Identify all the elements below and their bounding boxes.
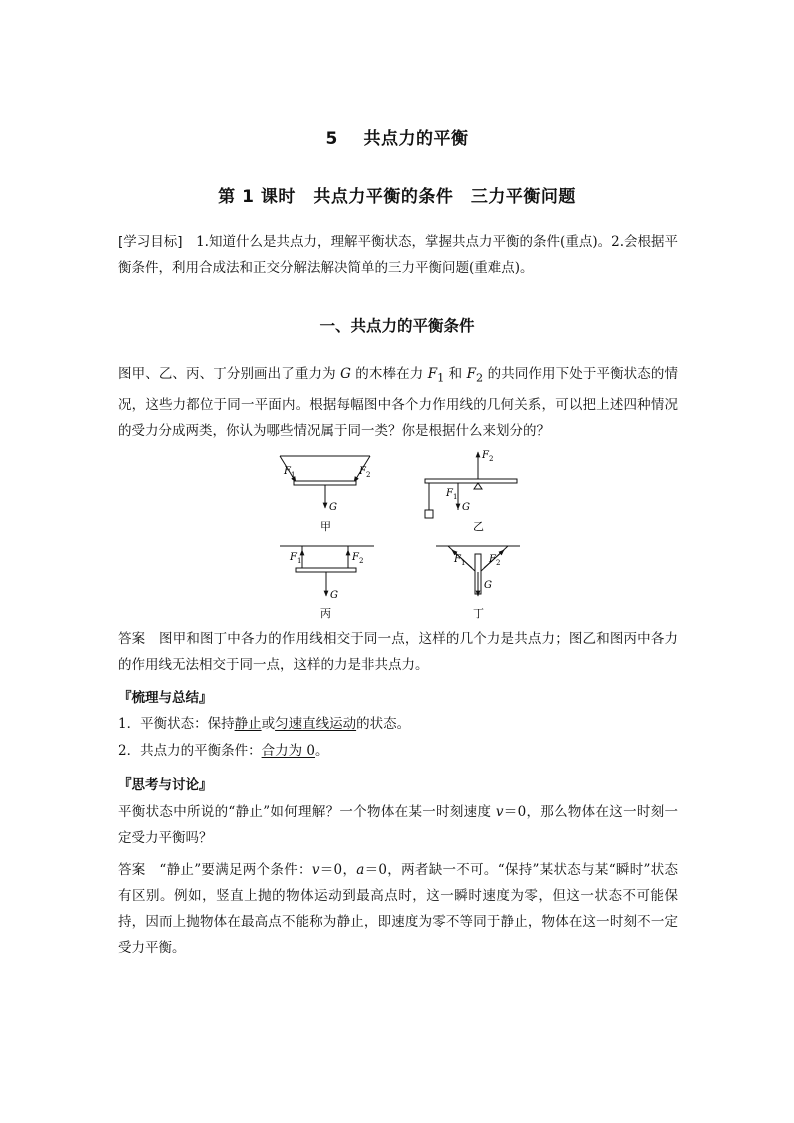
var-f1: F — [427, 366, 438, 382]
answer-1-text: 图甲和图丁中各力的作用线相交于同一点，这样的几个力是共点力；图乙和图丙中各力的作用线无法相交于同一点，这样的力是非共点力。 — [118, 631, 679, 673]
label-f: F — [290, 552, 297, 563]
var-f2-sub: 2 — [476, 371, 484, 385]
question-text-b: ＝0，那么物体在这一时刻一定受力平衡吗？ — [118, 804, 678, 846]
answer-2-text-b: ＝0， — [319, 862, 357, 878]
label-f: F — [446, 488, 453, 499]
summary-item-1-text-b: 或 — [261, 716, 276, 732]
var-a: a — [356, 862, 365, 878]
rod — [296, 568, 356, 572]
caption-yi: 乙 — [473, 520, 484, 533]
label-f: F — [489, 554, 496, 565]
answer-2 — [118, 857, 678, 961]
label-g: G — [329, 502, 337, 513]
force-diagrams-svg — [270, 446, 530, 622]
chapter-name: 共点力的平衡 — [363, 129, 469, 149]
label-f: F — [482, 450, 489, 461]
label-f: F — [359, 466, 366, 477]
diagram-bing — [280, 546, 374, 620]
summary-item-2-keyword: 合力为 0 — [261, 743, 315, 759]
discussion-heading: 『思考与讨论』 — [118, 777, 213, 793]
caption-bing: 丙 — [320, 607, 331, 620]
chapter-number: 5 — [325, 129, 338, 149]
intro-text-3: 和 — [444, 366, 467, 382]
summary-item-2-text-a: 2．共点力的平衡条件： — [118, 743, 262, 759]
answer-1-label: 答案 — [118, 631, 146, 647]
summary-item-2 — [118, 740, 678, 762]
hanging-weight — [425, 510, 433, 518]
label-g: G — [330, 590, 338, 601]
summary-item-2-text-b: 。 — [314, 743, 329, 759]
diagram-ding — [436, 546, 520, 620]
label-sub: 2 — [496, 559, 501, 567]
answer-2-text-a: “静止”要满足两个条件： — [145, 862, 312, 878]
caption-jia: 甲 — [320, 520, 331, 533]
summary-item-1 — [118, 713, 678, 735]
summary-item-1-keyword-1: 静止 — [234, 716, 262, 732]
label-sub: 2 — [359, 557, 364, 565]
pivot-triangle — [474, 483, 482, 489]
discussion-question — [118, 799, 678, 851]
label-f: F — [284, 466, 291, 477]
lesson-title: 第 1 课时 共点力平衡的条件 三力平衡问题 — [218, 187, 576, 207]
force-diagrams-figure — [270, 446, 530, 622]
caption-ding: 丁 — [473, 607, 484, 620]
intro-paragraph — [118, 361, 678, 444]
summary-item-1-text-c: 的状态。 — [356, 716, 411, 732]
label-f: F — [352, 552, 359, 563]
diagram-yi — [425, 450, 517, 533]
summary-heading: 『梳理与总结』 — [118, 690, 213, 706]
label-f: F — [454, 554, 461, 565]
label-sub: 1 — [453, 493, 458, 501]
rod — [425, 479, 517, 483]
label-sub: 2 — [489, 455, 494, 463]
label-sub: 2 — [366, 471, 371, 479]
question-text-a: 平衡状态中所说的“静止”如何理解？一个物体在某一时刻速度 — [118, 804, 496, 820]
learning-goals-label: [学习目标] — [118, 234, 183, 250]
label-sub: 1 — [461, 559, 466, 567]
learning-goals-text: 1.知道什么是共点力，理解平衡状态，掌握共点力平衡的条件(重点)。2.会根据平衡条件，利用合成法和正交分解法解决简单的三力平衡问题(重难点)。 — [118, 234, 678, 276]
label-g: G — [462, 502, 470, 513]
chapter-title — [0, 124, 794, 149]
var-f1-sub: 1 — [437, 371, 445, 385]
learning-goals — [118, 229, 678, 281]
intro-text-2: 的木棒在力 — [350, 366, 428, 382]
intro-text-1: 图甲、乙、丙、丁分别画出了重力为 — [118, 366, 341, 382]
diagram-jia — [280, 456, 370, 533]
answer-2-label: 答案 — [118, 862, 146, 878]
var-g: G — [340, 366, 351, 382]
label-g: G — [484, 580, 492, 591]
var-v: v — [495, 804, 504, 820]
intro-text-4: 的共同作用下处于平衡状态的情况，这些力都位于同一平面内。根据每幅图中各个力作用线的几何关系，可以把上述四种情况的受力分成两类，你认为哪些情况属于同一类？你是根据什么来划分的？ — [118, 366, 678, 439]
var-f2: F — [466, 366, 477, 382]
label-sub: 1 — [297, 557, 302, 565]
label-sub: 1 — [291, 471, 296, 479]
answer-1 — [118, 626, 678, 678]
var-v: v — [311, 862, 320, 878]
rod — [294, 481, 356, 485]
answer-2-text-c: ＝0，两者缺一不可。“保持”某状态与某“瞬时”状态有区别。例如，竖直上抛的物体运动到最高点时，这一瞬时速度为零，但这一状态不可能保持，因而上抛物体在最高点不能称为静止，即速度为零不等同于静止，物体在这一时刻不一定受力平衡。 — [118, 862, 679, 956]
summary-item-1-text-a: 1．平衡状态：保持 — [118, 716, 235, 732]
section-heading: 一、共点力的平衡条件 — [319, 317, 475, 335]
summary-item-1-keyword-2: 匀速直线运动 — [275, 716, 357, 732]
